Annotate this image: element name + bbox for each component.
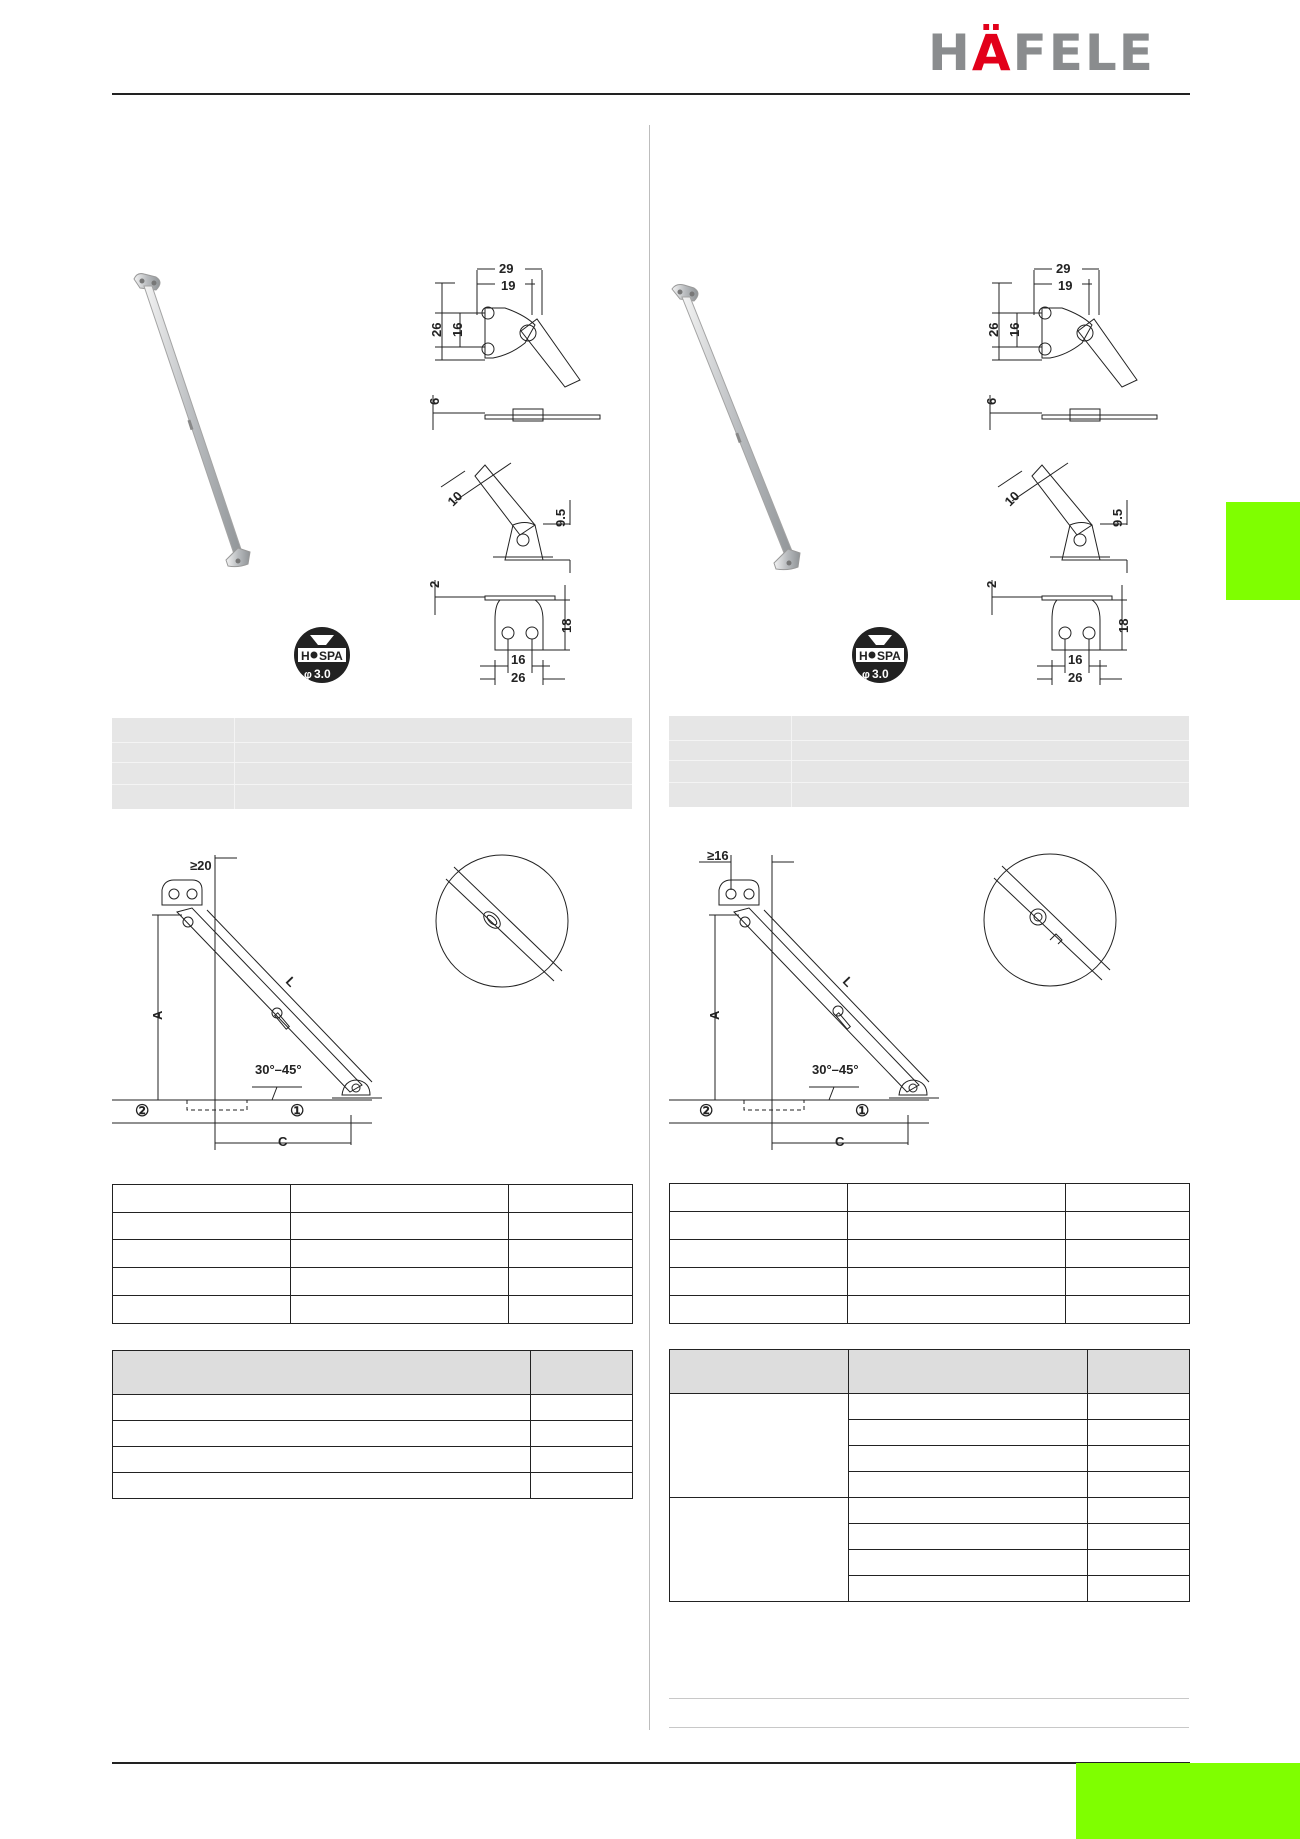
footnote-rule-top: [669, 1698, 1189, 1699]
spec-table-right-1: [669, 1183, 1190, 1324]
detail-circle-right: [982, 852, 1118, 988]
hospa-badge-right: [850, 625, 910, 685]
order-table-right: [669, 1349, 1190, 1602]
dim-b26: 26: [511, 670, 526, 685]
footer-tab[interactable]: [1076, 1763, 1300, 1839]
min-gap-label: ≥20: [190, 858, 212, 873]
dim-16: 16: [1007, 322, 1022, 337]
footnote-rule-bottom: [669, 1727, 1189, 1728]
stay-product-image-left: [120, 270, 270, 580]
spec-table-left-1: [112, 1184, 633, 1324]
hospa-badge-left: [292, 625, 352, 685]
column-divider: [649, 125, 650, 1730]
dim-b26: 26: [1068, 670, 1083, 685]
hospa-text-h: H: [301, 649, 310, 663]
dim-29: 29: [1056, 261, 1071, 276]
hospa-text-h: H: [859, 649, 868, 663]
label-l: L: [839, 973, 857, 990]
hafele-logo: HÄFELE: [928, 24, 1155, 82]
footer-rule: [112, 1762, 1190, 1764]
dim-18: 18: [559, 618, 574, 633]
dim-2: 2: [984, 580, 999, 588]
order-table-left: [112, 1350, 633, 1499]
dim-29: 29: [499, 261, 514, 276]
dim-2: 2: [427, 580, 442, 588]
mark-1: ①: [290, 1103, 305, 1120]
chapter-tab[interactable]: [1226, 502, 1300, 600]
detail-circle-left: [434, 853, 570, 989]
mark-1: ①: [855, 1103, 870, 1120]
dim-19: 19: [501, 278, 516, 293]
hospa-text-spa: SPA: [877, 649, 901, 663]
header-rule: [112, 93, 1190, 95]
hospa-diameter: 3.0: [314, 667, 331, 681]
mark-2: ②: [699, 1103, 714, 1120]
dim-9-5: 9.5: [553, 508, 568, 527]
spec-box-right: [669, 716, 1189, 807]
min-gap-label: ≥16: [707, 850, 729, 863]
dim-10: 10: [444, 488, 466, 510]
angle-label: 30°–45°: [255, 1062, 302, 1077]
label-c: C: [835, 1134, 845, 1149]
label-a: A: [707, 1010, 722, 1020]
hospa-diameter-symbol: φ: [304, 669, 312, 681]
technical-drawing-left: [425, 255, 605, 690]
hospa-diameter: 3.0: [872, 667, 889, 681]
dim-16: 16: [450, 322, 465, 337]
dim-6: 6: [984, 397, 999, 405]
dim-18: 18: [1116, 618, 1131, 633]
dim-9-5: 9.5: [1110, 508, 1125, 527]
dim-19: 19: [1058, 278, 1073, 293]
dim-6: 6: [427, 397, 442, 405]
label-a: A: [150, 1010, 165, 1020]
dim-26: 26: [986, 322, 1001, 337]
dim-b16: 16: [511, 652, 526, 667]
stay-product-image-right: [668, 283, 818, 583]
spec-box-left: [112, 718, 632, 809]
technical-drawing-right: [982, 255, 1162, 690]
angle-label: 30°–45°: [812, 1062, 859, 1077]
hospa-text-spa: SPA: [319, 649, 343, 663]
hospa-diameter-symbol: φ: [862, 669, 870, 681]
label-c: C: [278, 1134, 288, 1149]
dim-b16: 16: [1068, 652, 1083, 667]
mark-2: ②: [135, 1103, 150, 1120]
dim-26: 26: [429, 322, 444, 337]
label-l: L: [282, 973, 300, 990]
dim-10: 10: [1001, 488, 1023, 510]
